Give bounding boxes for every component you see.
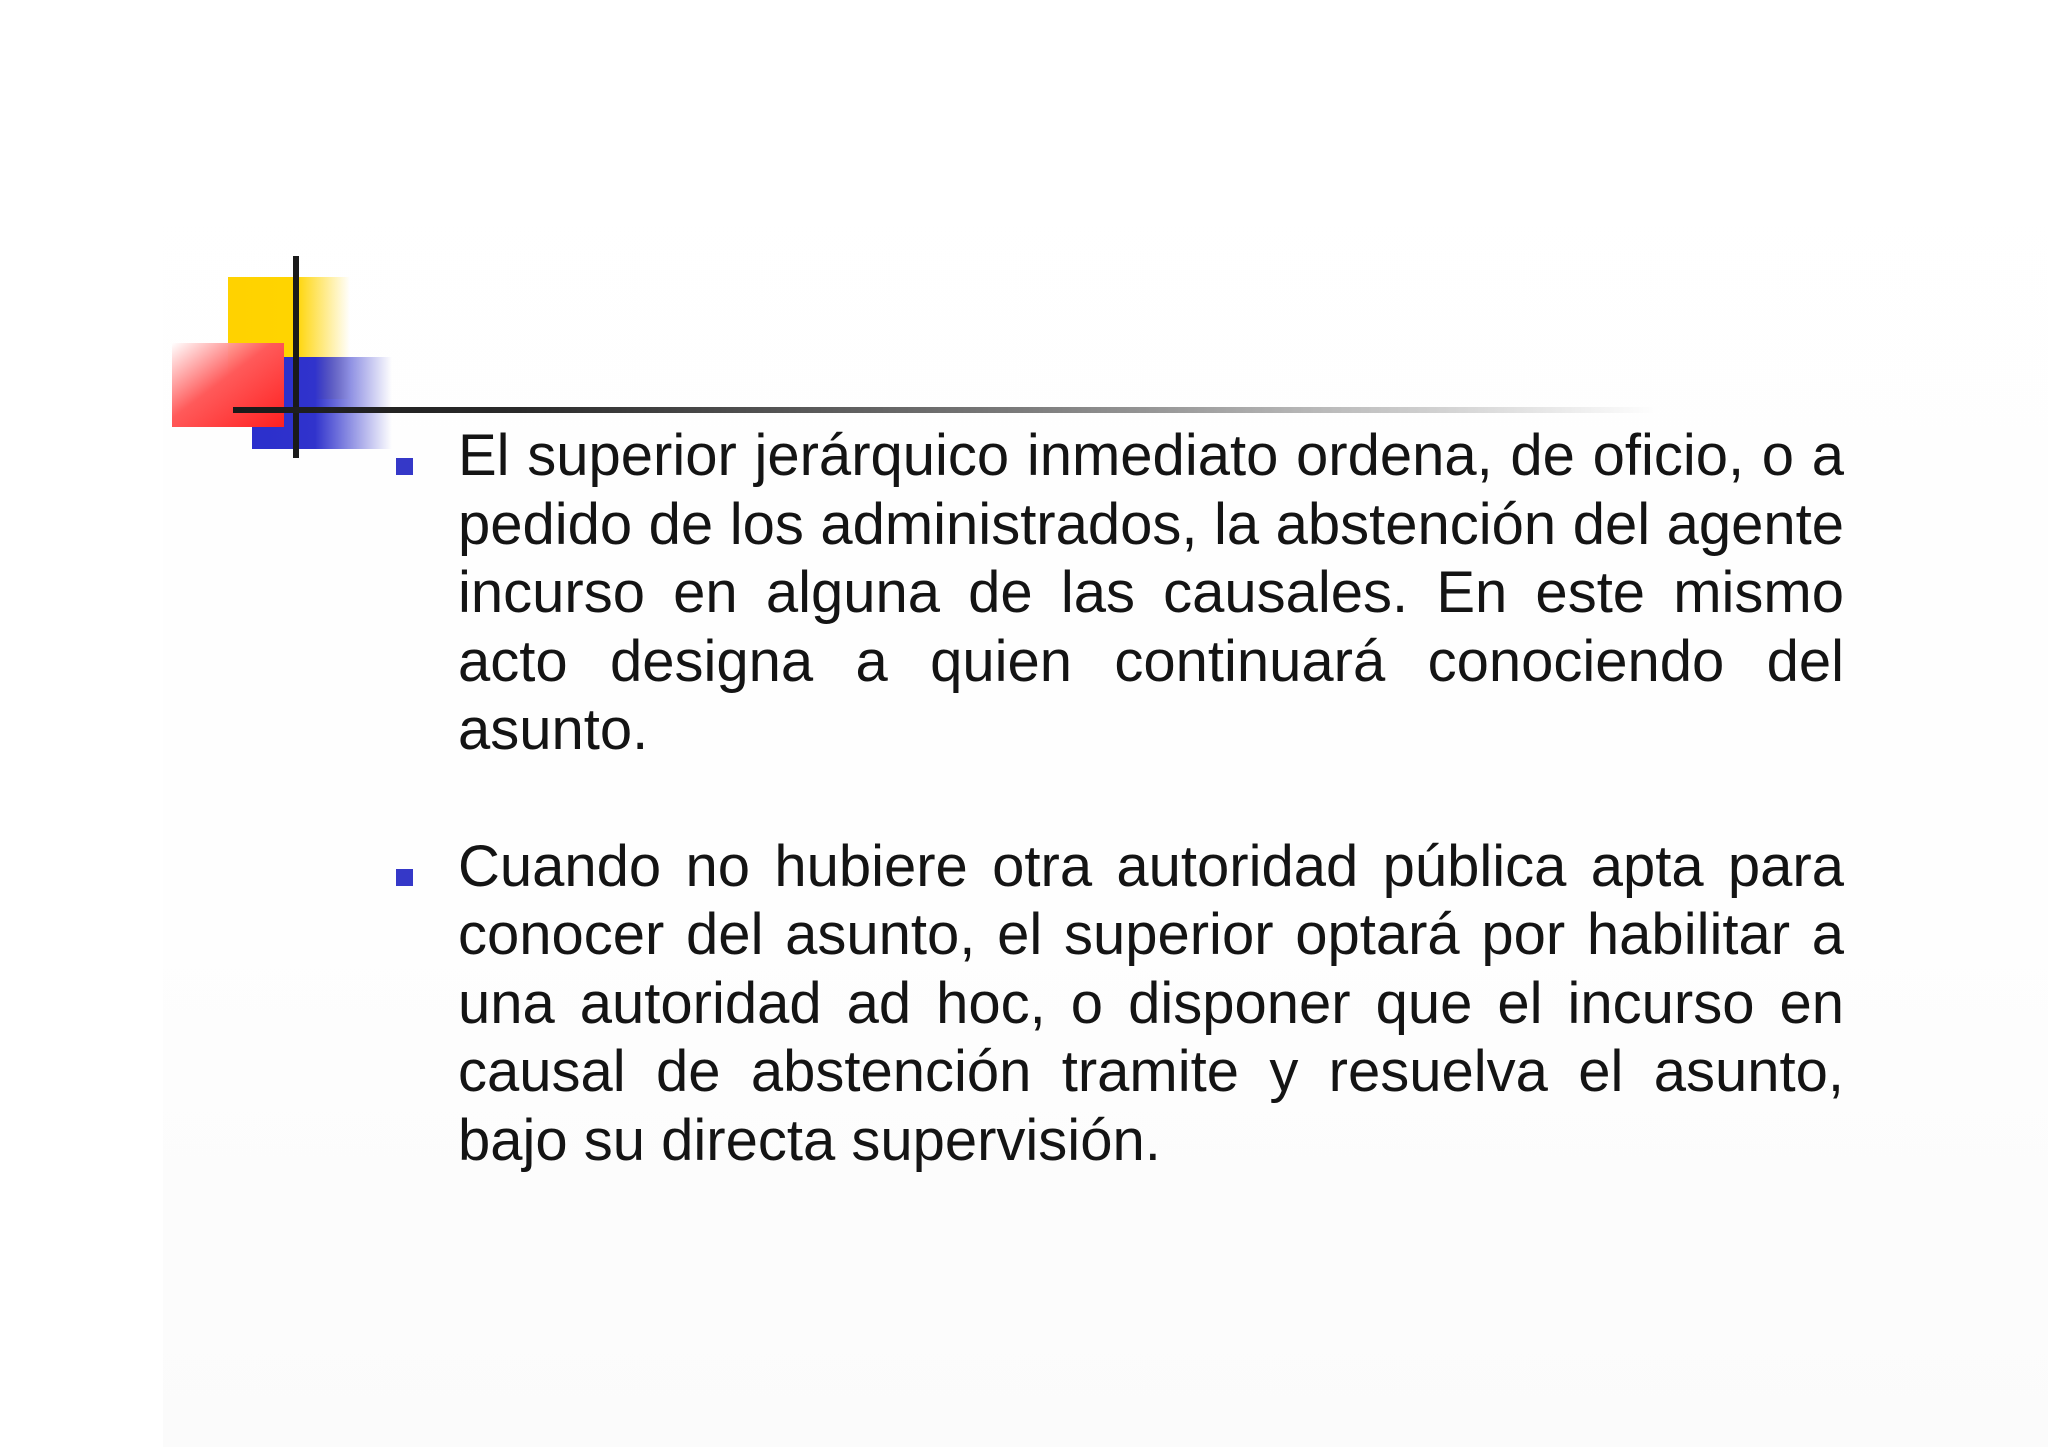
- bullet-item: [394, 422, 1844, 765]
- bullet-list: [394, 422, 1844, 1243]
- bullet-text: Cuando no hubiere otra autoridad pública apta para conocer del asunto, el superior optará por habilitar a una autoridad ad hoc, o disponer que el incurso en causal de abstención tramite y resuelva el asunto, bajo su directa supervisión.: [458, 833, 1844, 1173]
- red-square-shape: [172, 343, 284, 427]
- square-bullet-icon: [396, 869, 413, 886]
- vertical-rule: [293, 256, 299, 458]
- bullet-text: El superior jerárquico inmediato ordena, de oficio, o a pedido de los administrados, la abstención del agente incurso en alguna de las causales. En este mismo acto designa a quien continuará conociendo del asunto.: [458, 423, 1844, 762]
- bullet-item: [394, 833, 1844, 1176]
- horizontal-rule: [233, 407, 1658, 413]
- square-bullet-icon: [396, 458, 413, 475]
- decorative-logo: [0, 0, 2048, 480]
